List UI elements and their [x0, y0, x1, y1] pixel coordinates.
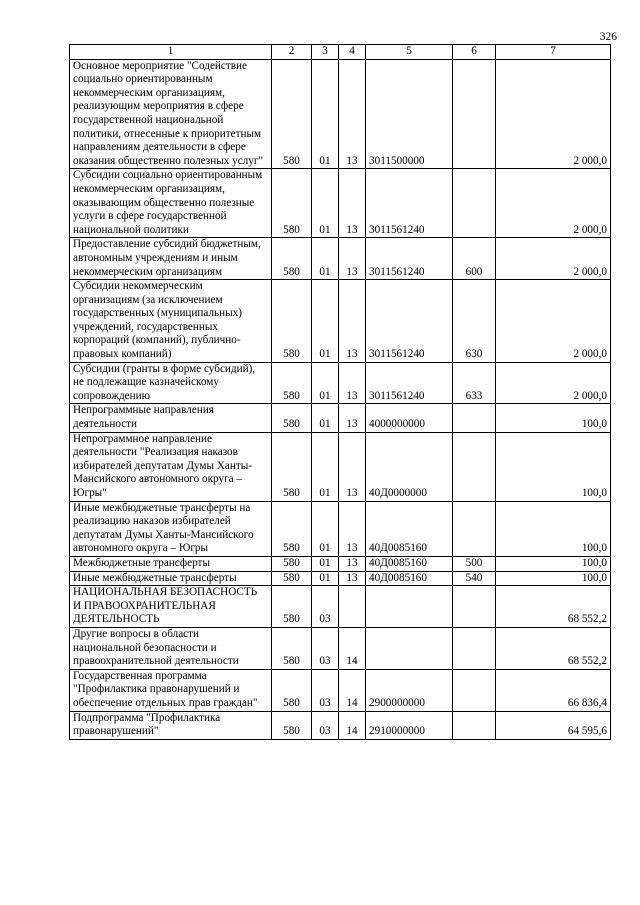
row-rz: 03 — [312, 586, 339, 628]
table-row — [70, 362, 611, 404]
row-vr — [453, 432, 496, 501]
table-row — [70, 627, 611, 669]
row-ved: 580 — [272, 169, 312, 238]
row-ved: 580 — [272, 571, 312, 586]
row-vr: 630 — [453, 280, 496, 363]
row-vr — [453, 627, 496, 669]
row-name: Иные межбюджетные трансферты — [70, 571, 272, 586]
row-pr: 14 — [339, 711, 366, 739]
table-row — [70, 501, 611, 556]
row-csr: 40Д0085160 — [366, 556, 453, 571]
col-header-4: 4 — [339, 45, 366, 60]
row-sum: 64 595,6 — [496, 711, 611, 739]
col-header-6: 6 — [453, 45, 496, 60]
row-csr: 40Д0085160 — [366, 571, 453, 586]
row-sum: 2 000,0 — [496, 169, 611, 238]
row-csr — [366, 586, 453, 628]
row-vr — [453, 404, 496, 432]
row-csr: 3011561240 — [366, 169, 453, 238]
table-row — [70, 556, 611, 571]
row-name: Межбюджетные трансферты — [70, 556, 272, 571]
row-name: Государственная программа "Профилактика правонарушений и обеспечение отдельных прав граждан" — [70, 669, 272, 711]
row-pr: 13 — [339, 432, 366, 501]
table-row — [70, 169, 611, 238]
row-name: Субсидии (гранты в форме субсидий), не подлежащие казначейскому сопровождению — [70, 362, 272, 404]
table-row — [70, 59, 611, 169]
row-csr: 3011561240 — [366, 362, 453, 404]
row-pr: 14 — [339, 627, 366, 669]
row-rz: 01 — [312, 362, 339, 404]
row-rz: 03 — [312, 669, 339, 711]
row-csr: 2900000000 — [366, 669, 453, 711]
table-row — [70, 404, 611, 432]
row-ved: 580 — [272, 669, 312, 711]
col-header-1: 1 — [70, 45, 272, 60]
row-pr: 13 — [339, 556, 366, 571]
row-name: Субсидии социально ориентированным некоммерческим организациям, оказывающим общественно полезные услуги в сфере государственной национальной политики — [70, 169, 272, 238]
row-name: Непрограммные направления деятельности — [70, 404, 272, 432]
row-name: Предоставление субсидий бюджетным, автономным учреждениям и иным некоммерческим организациям — [70, 238, 272, 280]
row-sum: 2 000,0 — [496, 280, 611, 363]
row-vr — [453, 501, 496, 556]
row-vr: 500 — [453, 556, 496, 571]
row-rz: 01 — [312, 556, 339, 571]
row-vr — [453, 669, 496, 711]
row-pr — [339, 586, 366, 628]
row-name: Другие вопросы в области национальной безопасности и правоохранительной деятельности — [70, 627, 272, 669]
row-ved: 580 — [272, 238, 312, 280]
row-ved: 580 — [272, 404, 312, 432]
row-vr — [453, 169, 496, 238]
row-sum: 100,0 — [496, 404, 611, 432]
col-header-5: 5 — [366, 45, 453, 60]
row-sum: 68 552,2 — [496, 627, 611, 669]
row-csr: 40Д0085160 — [366, 501, 453, 556]
row-pr: 13 — [339, 571, 366, 586]
row-pr: 13 — [339, 362, 366, 404]
page-number: 326 — [599, 31, 617, 43]
row-sum: 2 000,0 — [496, 59, 611, 169]
row-csr — [366, 627, 453, 669]
row-ved: 580 — [272, 627, 312, 669]
row-vr: 540 — [453, 571, 496, 586]
row-vr — [453, 711, 496, 739]
row-sum: 100,0 — [496, 501, 611, 556]
row-name: Иные межбюджетные трансферты на реализацию наказов избирателей депутатам Думы Ханты-Мансийского автономного округа – Югры — [70, 501, 272, 556]
row-vr — [453, 586, 496, 628]
table-row — [70, 280, 611, 363]
row-ved: 580 — [272, 711, 312, 739]
row-csr: 3011500000 — [366, 59, 453, 169]
col-header-2: 2 — [272, 45, 312, 60]
row-csr: 40Д0000000 — [366, 432, 453, 501]
row-vr — [453, 59, 496, 169]
table-row — [70, 238, 611, 280]
row-sum: 100,0 — [496, 571, 611, 586]
row-csr: 3011561240 — [366, 238, 453, 280]
row-csr: 4000000000 — [366, 404, 453, 432]
row-name: Подпрограмма "Профилактика правонарушений" — [70, 711, 272, 739]
row-rz: 01 — [312, 169, 339, 238]
row-rz: 01 — [312, 238, 339, 280]
row-ved: 580 — [272, 362, 312, 404]
table-row — [70, 571, 611, 586]
row-sum: 2 000,0 — [496, 238, 611, 280]
budget-table — [69, 44, 611, 740]
row-ved: 580 — [272, 586, 312, 628]
row-name: НАЦИОНАЛЬНАЯ БЕЗОПАСНОСТЬ И ПРАВООХРАНИТЕЛЬНАЯ ДЕЯТЕЛЬНОСТЬ — [70, 586, 272, 628]
row-rz: 01 — [312, 571, 339, 586]
row-name: Субсидии некоммерческим организациям (за исключением государственных (муниципальных) учреждений, государственных корпораций (компаний), публично-правовых компаний) — [70, 280, 272, 363]
row-ved: 580 — [272, 556, 312, 571]
row-sum: 68 552,2 — [496, 586, 611, 628]
row-name: Основное мероприятие "Содействие социально ориентированным некоммерческим организациям, реализующим мероприятия в сфере государственной национальной политики, отнесенные к приоритетным направлениям деятельности в сфере оказания общественно полезных услуг" — [70, 59, 272, 169]
row-ved: 580 — [272, 59, 312, 169]
row-sum: 66 836,4 — [496, 669, 611, 711]
col-header-3: 3 — [312, 45, 339, 60]
row-ved: 580 — [272, 432, 312, 501]
row-vr: 633 — [453, 362, 496, 404]
row-ved: 580 — [272, 501, 312, 556]
row-sum: 100,0 — [496, 556, 611, 571]
col-header-7: 7 — [496, 45, 611, 60]
row-rz: 03 — [312, 627, 339, 669]
row-rz: 01 — [312, 432, 339, 501]
table-row — [70, 586, 611, 628]
row-rz: 01 — [312, 280, 339, 363]
row-name: Непрограммное направление деятельности "Реализация наказов избирателей депутатам Думы Ханты-Мансийского автономного округа – Югры" — [70, 432, 272, 501]
row-vr: 600 — [453, 238, 496, 280]
row-ved: 580 — [272, 280, 312, 363]
row-sum: 2 000,0 — [496, 362, 611, 404]
row-pr: 13 — [339, 404, 366, 432]
row-pr: 13 — [339, 280, 366, 363]
row-rz: 03 — [312, 711, 339, 739]
row-sum: 100,0 — [496, 432, 611, 501]
table-row — [70, 711, 611, 739]
row-csr: 2910000000 — [366, 711, 453, 739]
row-rz: 01 — [312, 404, 339, 432]
row-rz: 01 — [312, 501, 339, 556]
row-pr: 13 — [339, 59, 366, 169]
row-pr: 13 — [339, 169, 366, 238]
row-pr: 13 — [339, 501, 366, 556]
row-pr: 14 — [339, 669, 366, 711]
row-pr: 13 — [339, 238, 366, 280]
row-rz: 01 — [312, 59, 339, 169]
header-row — [70, 45, 611, 60]
row-csr: 3011561240 — [366, 280, 453, 363]
table-row — [70, 432, 611, 501]
table-row — [70, 669, 611, 711]
